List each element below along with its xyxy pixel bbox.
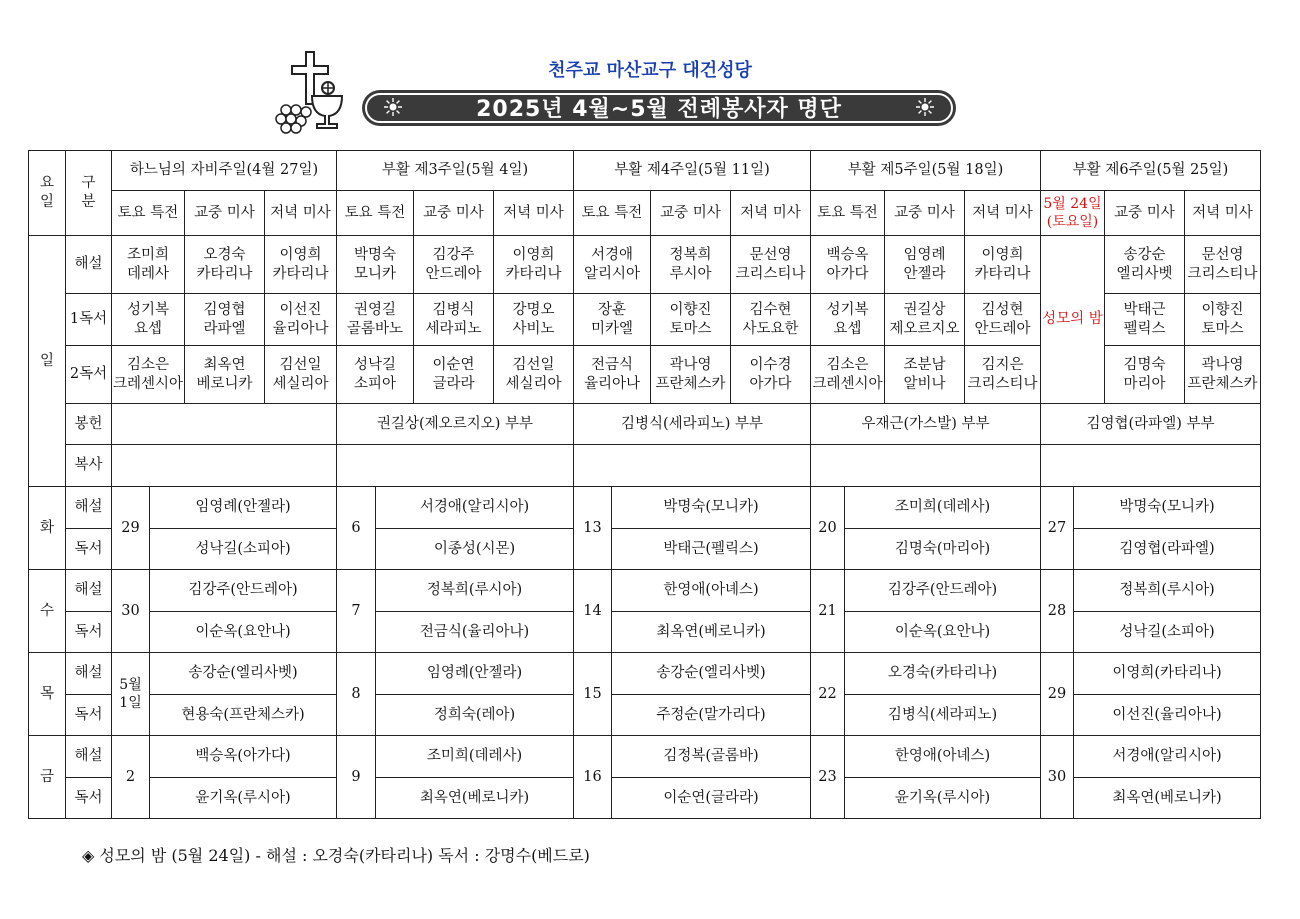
- role-label: 해설: [66, 570, 112, 612]
- role-label: 독서: [66, 695, 112, 736]
- mass-col-header: 토요 특전: [337, 191, 414, 236]
- mass-col-header: 저녁 미사: [731, 191, 811, 236]
- assignee: 김강주(안드레아): [150, 570, 337, 612]
- assignee: 최옥연(베로니카): [1074, 778, 1261, 819]
- date-cell: 22: [811, 653, 845, 736]
- role-label: 독서: [66, 778, 112, 819]
- assignee: 백승옥(아가다): [150, 736, 337, 778]
- cross-chalice-grapes-icon: [272, 48, 352, 134]
- date-cell: 8: [337, 653, 376, 736]
- server-cell: [1041, 445, 1261, 487]
- title-banner: [362, 90, 956, 126]
- assignee: 조분남 알비나: [885, 346, 965, 404]
- assignee: 주정순(말가리다): [612, 695, 811, 736]
- assignee: 오경숙(카타리나): [845, 653, 1041, 695]
- footnote: ◈ 성모의 밤 (5월 24일) - 해설 : 오경숙(카타리나) 독서 : 강명수(베드로): [82, 846, 590, 865]
- role-label: 독서: [66, 529, 112, 570]
- assignee: 이순옥(요안나): [845, 612, 1041, 653]
- date-cell: 29: [1041, 653, 1074, 736]
- assignee: 전금식 율리아나: [574, 346, 651, 404]
- role-label: 2독서: [66, 346, 112, 404]
- offering-cell: 김영협(라파엘) 부부: [1041, 404, 1261, 445]
- assignee: 임영례(안젤라): [150, 487, 337, 529]
- page-title: 2025년 4월~5월 전례봉사자 명단: [476, 97, 842, 122]
- assignee: 문선영 크리스티나: [731, 236, 811, 294]
- assignee: 장훈 미카엘: [574, 294, 651, 346]
- mass-col-header: 교중 미사: [885, 191, 965, 236]
- assignee: 정복희 루시아: [651, 236, 731, 294]
- schedule-table: [28, 150, 1261, 819]
- date-cell: 20: [811, 487, 845, 570]
- assignee: 조미희(데레사): [845, 487, 1041, 529]
- assignee: 이향진 토마스: [651, 294, 731, 346]
- assignee: 서경애 알리시아: [574, 236, 651, 294]
- server-cell: [811, 445, 1041, 487]
- day-label: 목: [29, 653, 66, 736]
- assignee: 이선진 율리아나: [265, 294, 337, 346]
- day-label: 일: [29, 236, 66, 487]
- week-header: 부활 제4주일(5월 11일): [574, 151, 811, 191]
- special-date-header: 5월 24일 (토요일): [1041, 191, 1105, 236]
- assignee: 이종성(시몬): [376, 529, 574, 570]
- assignee: 전금식(율리아나): [376, 612, 574, 653]
- server-cell: [574, 445, 811, 487]
- mass-col-header: 토요 특전: [574, 191, 651, 236]
- role-label: 독서: [66, 612, 112, 653]
- assignee: 김선일 세실리아: [265, 346, 337, 404]
- mass-col-header: 토요 특전: [112, 191, 185, 236]
- day-label: 금: [29, 736, 66, 819]
- assignee: 최옥연(베로니카): [612, 612, 811, 653]
- assignee: 박태근 펠릭스: [1105, 294, 1185, 346]
- assignee: 김병식(세라피노): [845, 695, 1041, 736]
- assignee: 이수경 아가다: [731, 346, 811, 404]
- date-cell: 13: [574, 487, 612, 570]
- date-cell: 21: [811, 570, 845, 653]
- assignee: 성낙길(소피아): [150, 529, 337, 570]
- assignee: 조미희 데레사: [112, 236, 185, 294]
- mass-col-header: 저녁 미사: [494, 191, 574, 236]
- week-header: 부활 제5주일(5월 18일): [811, 151, 1041, 191]
- assignee: 성기복 요셉: [811, 294, 885, 346]
- date-cell: 16: [574, 736, 612, 819]
- assignee: 이순옥(요안나): [150, 612, 337, 653]
- assignee: 이영희 카타리나: [265, 236, 337, 294]
- assignee: 김병식 세라피노: [414, 294, 494, 346]
- assignee: 조미희(데레사): [376, 736, 574, 778]
- date-cell: 2: [112, 736, 150, 819]
- date-cell: 5월 1일: [112, 653, 150, 736]
- role-label: 복사: [66, 445, 112, 487]
- assignee: 성낙길(소피아): [1074, 612, 1261, 653]
- mass-col-header: 저녁 미사: [1185, 191, 1261, 236]
- assignee: 서경애(알리시아): [1074, 736, 1261, 778]
- assignee: 김명숙 마리아: [1105, 346, 1185, 404]
- assignee: 김지은 크리스티나: [965, 346, 1041, 404]
- assignee: 이영희(카타리나): [1074, 653, 1261, 695]
- assignee: 강명오 사비노: [494, 294, 574, 346]
- assignee: 이선진(율리아나): [1074, 695, 1261, 736]
- col-day-header: 요 일: [29, 151, 66, 236]
- offering-cell: 김병식(세라피노) 부부: [574, 404, 811, 445]
- assignee: 서경애(알리시아): [376, 487, 574, 529]
- assignee: 임영례 안젤라: [885, 236, 965, 294]
- assignee: 박명숙(모니카): [1074, 487, 1261, 529]
- server-cell: [112, 445, 337, 487]
- assignee: 윤기옥(루시아): [845, 778, 1041, 819]
- mass-col-header: 교중 미사: [651, 191, 731, 236]
- role-label: 1독서: [66, 294, 112, 346]
- date-cell: 14: [574, 570, 612, 653]
- assignee: 김영협(라파엘): [1074, 529, 1261, 570]
- assignee: 윤기옥(루시아): [150, 778, 337, 819]
- date-cell: 29: [112, 487, 150, 570]
- date-cell: 30: [1041, 736, 1074, 819]
- week-header: 하느님의 자비주일(4월 27일): [112, 151, 337, 191]
- assignee: 김정복(골롬바): [612, 736, 811, 778]
- parish-name: 천주교 마산교구 대건성당: [548, 60, 752, 81]
- mass-col-header: 교중 미사: [185, 191, 265, 236]
- sunburst-icon: [916, 98, 934, 116]
- assignee: 문선영 크리스티나: [1185, 236, 1261, 294]
- day-label: 수: [29, 570, 66, 653]
- assignee: 김강주 안드레아: [414, 236, 494, 294]
- role-label: 해설: [66, 736, 112, 778]
- assignee: 이순연 글라라: [414, 346, 494, 404]
- assignee: 곽나영 프란체스카: [651, 346, 731, 404]
- assignee: 현용숙(프란체스카): [150, 695, 337, 736]
- mass-col-header: 토요 특전: [811, 191, 885, 236]
- assignee: 박명숙(모니카): [612, 487, 811, 529]
- assignee: 박명숙 모니카: [337, 236, 414, 294]
- assignee: 정희숙(레아): [376, 695, 574, 736]
- mass-col-header: 저녁 미사: [265, 191, 337, 236]
- assignee: 김영협 라파엘: [185, 294, 265, 346]
- assignee: 김소은 크레센시아: [112, 346, 185, 404]
- mass-col-header: 교중 미사: [414, 191, 494, 236]
- assignee: 김강주(안드레아): [845, 570, 1041, 612]
- day-label: 화: [29, 487, 66, 570]
- assignee: 한영애(아녜스): [612, 570, 811, 612]
- assignee: 김소은 크레센시아: [811, 346, 885, 404]
- date-cell: 9: [337, 736, 376, 819]
- offering-cell: [112, 404, 337, 445]
- mass-col-header: 저녁 미사: [965, 191, 1041, 236]
- assignee: 이향진 토마스: [1185, 294, 1261, 346]
- assignee: 곽나영 프란체스카: [1185, 346, 1261, 404]
- week-header: 부활 제6주일(5월 25일): [1041, 151, 1261, 191]
- marian-night-cell: 성모의 밤: [1041, 236, 1105, 404]
- role-label: 봉헌: [66, 404, 112, 445]
- date-cell: 15: [574, 653, 612, 736]
- assignee: 이순연(글라라): [612, 778, 811, 819]
- assignee: 이영희 카타리나: [494, 236, 574, 294]
- assignee: 백승옥 아가다: [811, 236, 885, 294]
- assignee: 정복희(루시아): [1074, 570, 1261, 612]
- offering-cell: 우재근(가스발) 부부: [811, 404, 1041, 445]
- server-cell: [337, 445, 574, 487]
- assignee: 성낙길 소피아: [337, 346, 414, 404]
- date-cell: 27: [1041, 487, 1074, 570]
- assignee: 임영례(안젤라): [376, 653, 574, 695]
- role-label: 해설: [66, 653, 112, 695]
- week-header: 부활 제3주일(5월 4일): [337, 151, 574, 191]
- assignee: 박태근(펠릭스): [612, 529, 811, 570]
- assignee: 김명숙(마리아): [845, 529, 1041, 570]
- assignee: 김수현 사도요한: [731, 294, 811, 346]
- col-type-header: 구 분: [66, 151, 112, 236]
- assignee: 이영희 카타리나: [965, 236, 1041, 294]
- assignee: 한영애(아녜스): [845, 736, 1041, 778]
- offering-cell: 권길상(제오르지오) 부부: [337, 404, 574, 445]
- assignee: 최옥연 베로니카: [185, 346, 265, 404]
- assignee: 최옥연(베로니카): [376, 778, 574, 819]
- assignee: 김성현 안드레아: [965, 294, 1041, 346]
- role-label: 해설: [66, 487, 112, 529]
- date-cell: 23: [811, 736, 845, 819]
- date-cell: 28: [1041, 570, 1074, 653]
- role-label: 해설: [66, 236, 112, 294]
- assignee: 송강순(엘리사벳): [150, 653, 337, 695]
- assignee: 송강순 엘리사벳: [1105, 236, 1185, 294]
- assignee: 송강순(엘리사벳): [612, 653, 811, 695]
- mass-col-header: 교중 미사: [1105, 191, 1185, 236]
- assignee: 김선일 세실리아: [494, 346, 574, 404]
- assignee: 권길상 제오르지오: [885, 294, 965, 346]
- assignee: 권영길 골롬바노: [337, 294, 414, 346]
- date-cell: 7: [337, 570, 376, 653]
- assignee: 성기복 요셉: [112, 294, 185, 346]
- date-cell: 30: [112, 570, 150, 653]
- assignee: 오경숙 카타리나: [185, 236, 265, 294]
- date-cell: 6: [337, 487, 376, 570]
- assignee: 정복희(루시아): [376, 570, 574, 612]
